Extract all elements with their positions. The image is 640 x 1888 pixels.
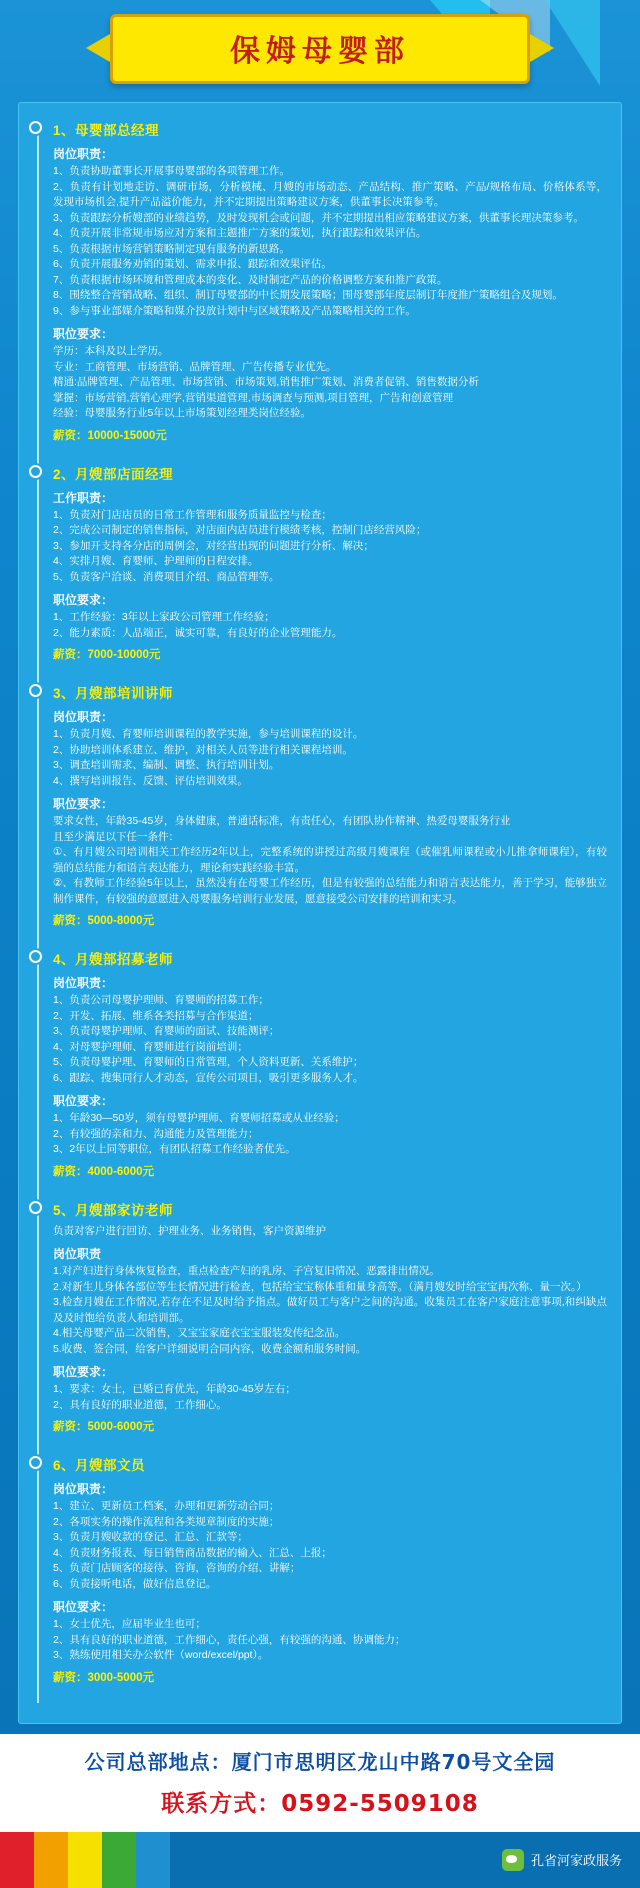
block-line: 经验：母婴服务行业5年以上市场策划经理类岗位经验。 xyxy=(53,407,311,419)
timeline-dot-icon xyxy=(29,1201,42,1214)
color-swatch xyxy=(136,1832,170,1888)
block-line: 1、负责协助董事长开展事母婴部的各项管理工作。 xyxy=(53,165,290,177)
job-title: 4、月嫂部招募老师 xyxy=(53,952,174,967)
job-title: 6、月嫂部文员 xyxy=(53,1458,146,1473)
color-swatch xyxy=(0,1832,34,1888)
block-heading: 岗位职责 xyxy=(53,1247,102,1261)
salary-text: 薪资：10000-15000元 xyxy=(53,429,167,442)
block-heading: 岗位职责： xyxy=(53,147,114,161)
block-heading: 职位要求： xyxy=(53,797,114,811)
block-line: 1、要求：女士，已婚已育优先，年龄30-45岁左右； xyxy=(53,1383,296,1395)
job-title: 2、月嫂部店面经理 xyxy=(53,466,174,482)
block-line: ①、有月嫂公司培训相关工作经历2年以上，完整系统的讲授过高级月嫂课程（或催乳师课程或小儿推拿师课程），有较强的总结能力和语言表达能力，理论和实践经验丰富。 xyxy=(53,846,607,874)
block-line: 2、负责有计划地走访、调研市场，分析模械、月嫂的市场动态、产品结构、推广策略、产品/规格布局、价格体系等，发现市场机会,提升产品溢价能力，并不定期提出策略建议方案，供董事长决策参考。 xyxy=(53,180,607,208)
block-line: 2、完成公司制定的销售指标，对店面内店员进行模绩考核，控制门店经营风险； xyxy=(53,524,427,536)
block-line: 5、负责客户洽谈、消费项目介绍、商品管理等。 xyxy=(53,570,280,583)
company-address: 公司总部地点：厦门市思明区龙山中路70号文全园 xyxy=(84,1749,556,1774)
block-line: 1、负责月嫂、育婴师培训课程的教学实施，参与培训课程的设计。 xyxy=(53,728,364,740)
block-line: 要求女性，年龄35-45岁，身体健康，普通话标准，有责任心，有团队协作精神、热爱母婴服务行业 xyxy=(53,815,511,827)
block-line: 5、负责根据市场营销策略制定现有服务的新思路。 xyxy=(53,242,290,255)
job-title: 1、母婴部总经理 xyxy=(53,123,160,138)
block-line: 1、建立、更新员工档案，办理和更新劳动合同； xyxy=(53,1500,280,1512)
block-line: 且至少满足以下任一条件： xyxy=(53,830,179,843)
block-line: 精通:品牌管理、产品管理、市场营销、市场策划,销售推广策划、消费者促销、销售数据分析 xyxy=(53,376,479,388)
block-line: 2、具有良好的职业道德，工作细心，责任心强，有较强的沟通、协调能力； xyxy=(53,1633,406,1646)
block-heading: 职位要求： xyxy=(53,327,114,341)
block-line: 2、能力素质：人品端正，诚实可靠，有良好的企业管理能力。 xyxy=(53,626,343,639)
block-line: 4、实排月嫂、育婴师、护理师的日程安排。 xyxy=(53,555,259,567)
wechat-account[interactable] xyxy=(502,1849,622,1871)
block-heading: 职位要求： xyxy=(53,1600,114,1614)
sections-container xyxy=(53,119,607,1685)
block-line: 5.收费、签合同，给客户详细说明合同内容，收费金额和服务时间。 xyxy=(53,1342,367,1355)
block-line: 2.对新生儿身体各部位等生长情况进行检查，包括给宝宝称体重和量身高等。（满月嫂发时给宝宝再次称、量一次。） xyxy=(53,1280,587,1293)
block-line: 专业：工商管理、市场营销、品牌管理、广告传播专业优先。 xyxy=(53,360,337,373)
block-line: 4、撰写培训报告、反馈、评估培训效果。 xyxy=(53,774,248,787)
block-heading: 岗位职责： xyxy=(53,710,114,724)
wechat-label: 孔省河家政服务 xyxy=(530,1853,622,1868)
timeline-dot-icon xyxy=(29,121,42,134)
color-swatch xyxy=(102,1832,136,1888)
block-line: 1、负责公司母婴护理师、育婴师的招募工作； xyxy=(53,994,269,1006)
block-line: 2、各项实务的操作流程和各类规章制度的实施； xyxy=(53,1515,280,1528)
job-section xyxy=(53,463,607,663)
block-line: 1、工作经验：3年以上家政公司管理工作经验； xyxy=(53,611,275,623)
block-line: 3、调查培训需求、编制、调整、执行培训计划。 xyxy=(53,759,280,771)
salary-text: 薪资：5000-6000元 xyxy=(53,1421,154,1433)
timeline-dot-icon xyxy=(29,950,42,963)
salary-text: 薪资：4000-6000元 xyxy=(53,1165,154,1178)
block-line: 3、负责月嫂收款的登记、汇总、汇款等； xyxy=(53,1531,248,1543)
job-title: 3、月嫂部培训讲师 xyxy=(53,686,174,701)
block-line: 3、2年以上同等职位，有团队招募工作经验者优先。 xyxy=(53,1143,296,1155)
block-line: 3.检查月嫂在工作情况,若存在不足及时给予指点。做好员工与客户之间的沟通。收集员工在客户家庭注意事项,和纠缺点及及时饱给负责人和培训部。 xyxy=(53,1296,607,1324)
block-line: 1、女士优先，应届毕业生也可； xyxy=(53,1618,206,1630)
block-heading: 职位要求： xyxy=(53,593,114,607)
block-heading: 职位要求： xyxy=(53,1365,114,1379)
timeline-dot-icon xyxy=(29,1456,42,1469)
job-section xyxy=(53,119,607,443)
block-line: 7、负责根据市场环境和管理成本的变化、及时制定产品的价格调整方案和推广政策。 xyxy=(53,273,448,286)
block-line: 4、对母婴护理师、育婴师进行岗前培训； xyxy=(53,1040,248,1053)
block-line: ②、有教师工作经验5年以上，虽然没有在母婴工作经历，但是有较强的总结能力和语言表达能力，善于学习，能够独立制作课件，有较强的意愿进入母婴服务培训行业发展，愿意接受公司安排的培训和实习。 xyxy=(53,877,607,905)
banner-tail-left-icon xyxy=(86,34,110,62)
job-section xyxy=(53,948,607,1179)
block-line: 3、熟练使用相关办公软件（word/excel/ppt）。 xyxy=(53,1649,269,1661)
block-line: 2、开发、拓展、维系各类招募与合作渠道； xyxy=(53,1009,259,1022)
job-section xyxy=(53,1199,607,1435)
block-line: 学历：本科及以上学历。 xyxy=(53,345,169,357)
block-line: 8、围绕整合营销战略、组织、制订母婴部的中长期发展策略；围母婴部年度层制订年度推广策略组合及规划。 xyxy=(53,289,563,301)
block-line: 3、负责跟踪分析嫂部的业绩趋势，及时发现机会或问题，并不定期提出相应策略建议方案，供董事长理决策参考。 xyxy=(53,211,584,224)
block-heading: 职位要求： xyxy=(53,1094,114,1108)
content-panel xyxy=(18,102,622,1724)
block-line: 4、负责开展非常规市场应对方案和主题推广方案的策划，执行跟踪和效果评估。 xyxy=(53,227,427,239)
block-line: 5、负责母婴护理、育婴师的日常管理，个人资料更新、关系维护； xyxy=(53,1056,364,1068)
block-line: 4、负责财务报表、每日销售商品数据的输入、汇总、上报； xyxy=(53,1546,332,1559)
job-section xyxy=(53,682,607,928)
block-line: 9、参与事业部媒介策略和媒介投放计划中与区域策略及产品策略相关的工作。 xyxy=(53,304,416,317)
bottom-bar xyxy=(0,1832,640,1888)
color-swatches xyxy=(0,1832,170,1888)
block-heading: 岗位职责： xyxy=(53,1482,114,1496)
job-section xyxy=(53,1454,607,1685)
block-line: 1.对产妇进行身体恢复检查，重点检查产妇的乳房、子宫复旧情况、恶露排出情况。 xyxy=(53,1265,440,1277)
block-line: 3、负责母婴护理师、育婴师的面试、技能测评； xyxy=(53,1025,280,1037)
block-line: 负责对客户进行回访、护理业务、业务销售，客户资源维护 xyxy=(53,1224,326,1237)
banner-tail-right-icon xyxy=(530,34,554,62)
block-line: 6、负责开展服务劝销的策划、需求申报、跟踪和效果评估。 xyxy=(53,258,332,270)
block-line: 2、具有良好的职业道德，工作细心。 xyxy=(53,1398,227,1411)
salary-text: 薪资：3000-5000元 xyxy=(53,1671,154,1684)
page-title: 保姆母婴部 xyxy=(230,34,410,69)
timeline-dot-icon xyxy=(29,465,42,478)
block-line: 2、有较强的亲和力、沟通能力及管理能力； xyxy=(53,1127,259,1140)
color-swatch xyxy=(34,1832,68,1888)
block-line: 1、负责对门店店员的日常工作管理和服务质量监控与检查； xyxy=(53,508,332,521)
salary-text: 薪资：5000-8000元 xyxy=(53,915,154,927)
block-heading: 岗位职责： xyxy=(53,976,114,990)
block-line: 6、负责接听电话，做好信息登记。 xyxy=(53,1577,217,1590)
block-line: 6、跟踪、搜集同行人才动态，宣传公司项目，吸引更多服务人才。 xyxy=(53,1071,364,1084)
title-banner xyxy=(110,14,530,84)
timeline-dot-icon xyxy=(29,684,42,697)
color-swatch xyxy=(68,1832,102,1888)
salary-text: 薪资：7000-10000元 xyxy=(53,649,161,661)
block-heading: 工作职责： xyxy=(53,490,114,505)
job-title: 5、月嫂部家访老师 xyxy=(53,1202,174,1218)
block-line: 掌握：市场营销,营销心理学,营销渠道管理,市场调查与预测,项目管理，广告和创意管理 xyxy=(53,391,454,404)
block-line: 2、协助培训体系建立、维护，对相关人员等进行相关课程培训。 xyxy=(53,743,353,756)
block-line: 3、参加开支持各分店的周例会，对经营出现的问题进行分析、解决； xyxy=(53,539,374,552)
block-line: 5、负责门店顾客的接待、咨询，咨询的介绍、讲解； xyxy=(53,1562,301,1574)
block-line: 1、年龄30—50岁，须有母婴护理师、育婴师招募或从业经验； xyxy=(53,1112,345,1124)
contact-phone[interactable]: 联系方式：0592-5509108 xyxy=(161,1790,479,1817)
wechat-icon xyxy=(502,1849,524,1871)
footer-contact xyxy=(0,1734,640,1832)
block-line: 4.相关母婴产品二次销售，又宝宝家庭衣宝宝服装发传纪念品。 xyxy=(53,1327,346,1339)
